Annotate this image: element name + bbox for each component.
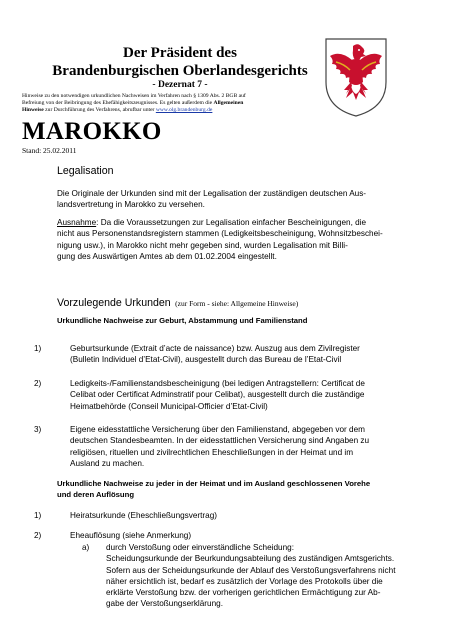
item-line: Eigene eidesstattliche Versicherung über den Familienstand, abgegeben vor dem xyxy=(70,425,365,434)
exception-paragraph xyxy=(57,217,423,262)
revision-date: Stand: 25.02.2011 xyxy=(22,146,77,155)
notice-hints-bold: Hinweise xyxy=(22,107,44,113)
item-line: religiösen, rituellen und zivilrechtlichen Eheschließungen in der Heimat und im xyxy=(70,447,354,457)
item-number: 1) xyxy=(34,511,42,520)
legalisation-line-2: landsvertretung in Marokko zu versehen. xyxy=(57,200,205,210)
sub-item-line: näher ersichtlich ist, bedarf es zusätzlich der Vorlage des Protokolls über die xyxy=(106,576,383,586)
item-line: deutschen Standesbeamten. In der eidesstattlichen Versicherung sind Angaben zu xyxy=(70,436,370,446)
item-number: 3) xyxy=(34,425,42,434)
authority-title-line1: Der Präsident des xyxy=(123,45,237,61)
item-line: Heimatbehörde (Conseil Municipal-Officier d’Etat-Civil) xyxy=(70,401,268,411)
legalisation-heading: Legalisation xyxy=(57,165,114,177)
sub-item-line: erklärte Verstoßung bzw. der vorherigen gerichtlichen Ermächtigung zur Ab- xyxy=(106,588,381,598)
item-line: Geburtsurkunde (Extrait d’acte de naissance) bzw. Auszug aus dem Zivilregister xyxy=(70,344,360,353)
sub-item-letter: a) xyxy=(82,543,90,552)
legalisation-line-1: Die Originale der Urkunden sind mit der Legalisation der zuständigen deutschen Aus- xyxy=(57,189,367,198)
marriage-heading-line-2: und deren Auflösung xyxy=(57,490,135,499)
notice-line-2: Befreiung von der Beibringung des Ehefähigkeitszeugnisses. Es gelten außerdem die xyxy=(22,100,213,106)
marriage-heading xyxy=(57,478,423,500)
list-item xyxy=(70,424,423,469)
sub-item-line: durch Verstoßung oder einverständliche Scheidung: xyxy=(106,543,294,552)
olg-website-link[interactable]: www.olg.brandenburg.de xyxy=(155,107,213,113)
list-item: Eheauflösung (siehe Anmerkung) xyxy=(70,531,192,540)
notice-line-1: Hinweise zu den notwendigen urkundlichen Nachweisen im Verfahren nach § 1309 Abs. 2 BGB auf xyxy=(22,93,246,99)
legalisation-paragraph xyxy=(57,188,423,211)
list-item xyxy=(70,343,423,366)
list-item xyxy=(70,378,423,412)
item-line: Ausland zu machen. xyxy=(70,458,145,468)
notice-line-3: zur Durchführung des Verfahrens, abrufbar unter xyxy=(45,107,155,113)
authority-title-line2: Brandenburgischen Oberlandesgerichts xyxy=(52,63,308,79)
country-title: MAROKKO xyxy=(22,118,162,145)
sub-item-line: Sofern aus der Scheidungsurkunde der Ablauf des Verstoßungsverfahrens nicht xyxy=(106,565,396,575)
item-line: Ledigkeits-/Familienstandsbescheinigung (bei ledigen Antragstellern: Certificat de xyxy=(70,379,365,388)
notice-general-hints-bold: Allgemeinen xyxy=(213,100,244,106)
exception-line-3: nigung usw.), in Marokko nicht mehr gegeben sind, wurden Legalisation mit Billi- xyxy=(57,240,348,250)
exception-label: Ausnahme xyxy=(57,218,97,227)
item-line: (Bulletin Individuel d’Etat-Civil), ausgestellt durch das Bureau de l’Etat-Civil xyxy=(70,355,342,365)
exception-line-4: gung des Auswärtigen Amtes ab dem 01.02.2004 eingestellt. xyxy=(57,251,277,261)
exception-line-2: nicht aus Personenstandsregistern stammen (Ledigkeitsbescheinigung, Wohnsitzbeschei- xyxy=(57,229,383,239)
sub-item-line: gabe der Verstoßungserklärung. xyxy=(106,599,223,609)
documents-heading: Vorzulegende Urkunden xyxy=(57,297,171,309)
documents-heading-row xyxy=(57,293,298,311)
documents-heading-note: (zur Form - siehe: Allgemeine Hinweise) xyxy=(175,299,299,308)
department-label: - Dezernat 7 - xyxy=(152,80,208,90)
item-line: Celibat oder Certificat Adminstratif pour Celibat), ausgestellt durch die zuständige xyxy=(70,390,365,400)
birth-heading: Urkundliche Nachweise zur Geburt, Abstammung und Familienstand xyxy=(57,316,308,325)
marriage-heading-line-1: Urkundliche Nachweise zu jeder in der Heimat und im Ausland geschlossenen Vorehe xyxy=(57,479,371,488)
list-item: Heiratsurkunde (Eheschließungsvertrag) xyxy=(70,511,217,520)
item-number: 1) xyxy=(34,344,42,353)
item-number: 2) xyxy=(34,531,42,540)
sub-item-line: Scheidungsurkunde der Beurkundungsabteilung des zuständigen Amtsgerichts. xyxy=(106,554,395,564)
notice-text xyxy=(22,93,352,114)
sub-item-text xyxy=(106,542,422,610)
item-number: 2) xyxy=(34,379,42,388)
exception-line-1: : Da die Voraussetzungen zur Legalisation einfacher Bescheinigungen, die xyxy=(96,218,367,227)
